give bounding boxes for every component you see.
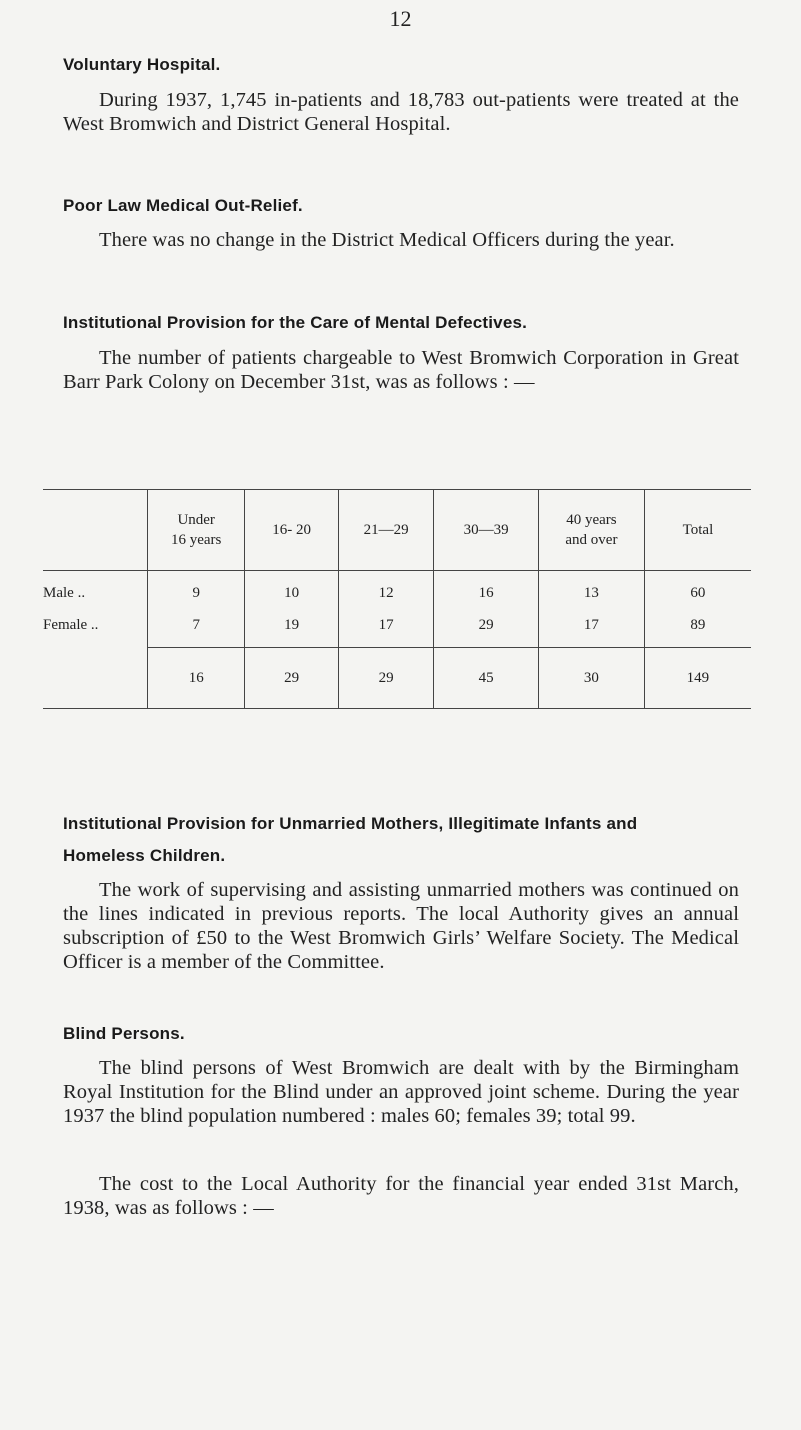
table-cell: 29 [245, 648, 339, 709]
heading-unmarried-mothers: Institutional Provision for Unmarried Mothers, Illegitimate Infants and [63, 814, 638, 833]
table-cell: 30 [538, 648, 644, 709]
header-total: Total [644, 490, 751, 571]
table-row-male [43, 577, 751, 609]
table-row-female [43, 609, 751, 641]
table-cell: 89 [644, 609, 751, 641]
paragraph-voluntary-hospital: During 1937, 1,745 in-patients and 18,783 out-patients were treated at the West Bromwich and District General Hospital. [63, 89, 739, 135]
paragraph-blind-persons: The blind persons of West Bromwich are dealt with by the Birmingham Royal Institution for the Blind under an approved joint scheme. During the year 1937 the blind population numbered : males 60; females 39; total 99. [63, 1057, 739, 1127]
table-cell: 9 [148, 577, 245, 609]
table-cell: 13 [538, 577, 644, 609]
header-30-39: 30—39 [434, 490, 539, 571]
table-cell: 45 [434, 648, 539, 709]
table-cell: 17 [538, 609, 644, 641]
header-21-29: 21—29 [339, 490, 434, 571]
table-cell: 17 [339, 609, 434, 641]
table-cell: 29 [339, 648, 434, 709]
table-cell: 60 [644, 577, 751, 609]
total-label-empty [43, 648, 148, 709]
table-cell: 29 [434, 609, 539, 641]
heading-unmarried-mothers-line2: Homeless Children. [63, 846, 226, 865]
patients-table [43, 489, 751, 709]
paragraph-mental-defectives: The number of patients chargeable to West Bromwich Corporation in Great Barr Park Colony on December 31st, was as follows : — [63, 347, 739, 393]
header-under-16: Under 16 years [148, 490, 245, 571]
header-16-20: 16- 20 [245, 490, 339, 571]
heading-poor-law: Poor Law Medical Out-Relief. [63, 196, 303, 215]
table-cell: 149 [644, 648, 751, 709]
header-40-over: 40 years and over [538, 490, 644, 571]
header-empty [43, 490, 148, 571]
heading-voluntary-hospital: Voluntary Hospital. [63, 55, 221, 74]
table-row-total [43, 648, 751, 709]
table-cell: 7 [148, 609, 245, 641]
row-label: Female .. [43, 616, 99, 633]
row-label: Male .. [43, 584, 86, 601]
table-cell: 16 [148, 648, 245, 709]
paragraph-unmarried-mothers: The work of supervising and assisting unmarried mothers was continued on the lines indicated in previous reports. The local Authority gives an annual subscription of £50 to the West Bromwich Girls’ Welfare Society. The Medical Officer is a member of the Committee. [63, 879, 739, 973]
table-cell: 19 [245, 609, 339, 641]
table-cell: 12 [339, 577, 434, 609]
table-header-row [43, 490, 751, 571]
page-number: 12 [389, 6, 412, 31]
table-cell: 10 [245, 577, 339, 609]
paragraph-blind-cost: The cost to the Local Authority for the financial year ended 31st March, 1938, was as follows : — [63, 1173, 739, 1219]
heading-mental-defectives: Institutional Provision for the Care of Mental Defectives. [63, 313, 528, 332]
table-cell: 16 [434, 577, 539, 609]
heading-blind-persons: Blind Persons. [63, 1024, 185, 1043]
paragraph-poor-law: There was no change in the District Medical Officers during the year. [99, 229, 675, 251]
